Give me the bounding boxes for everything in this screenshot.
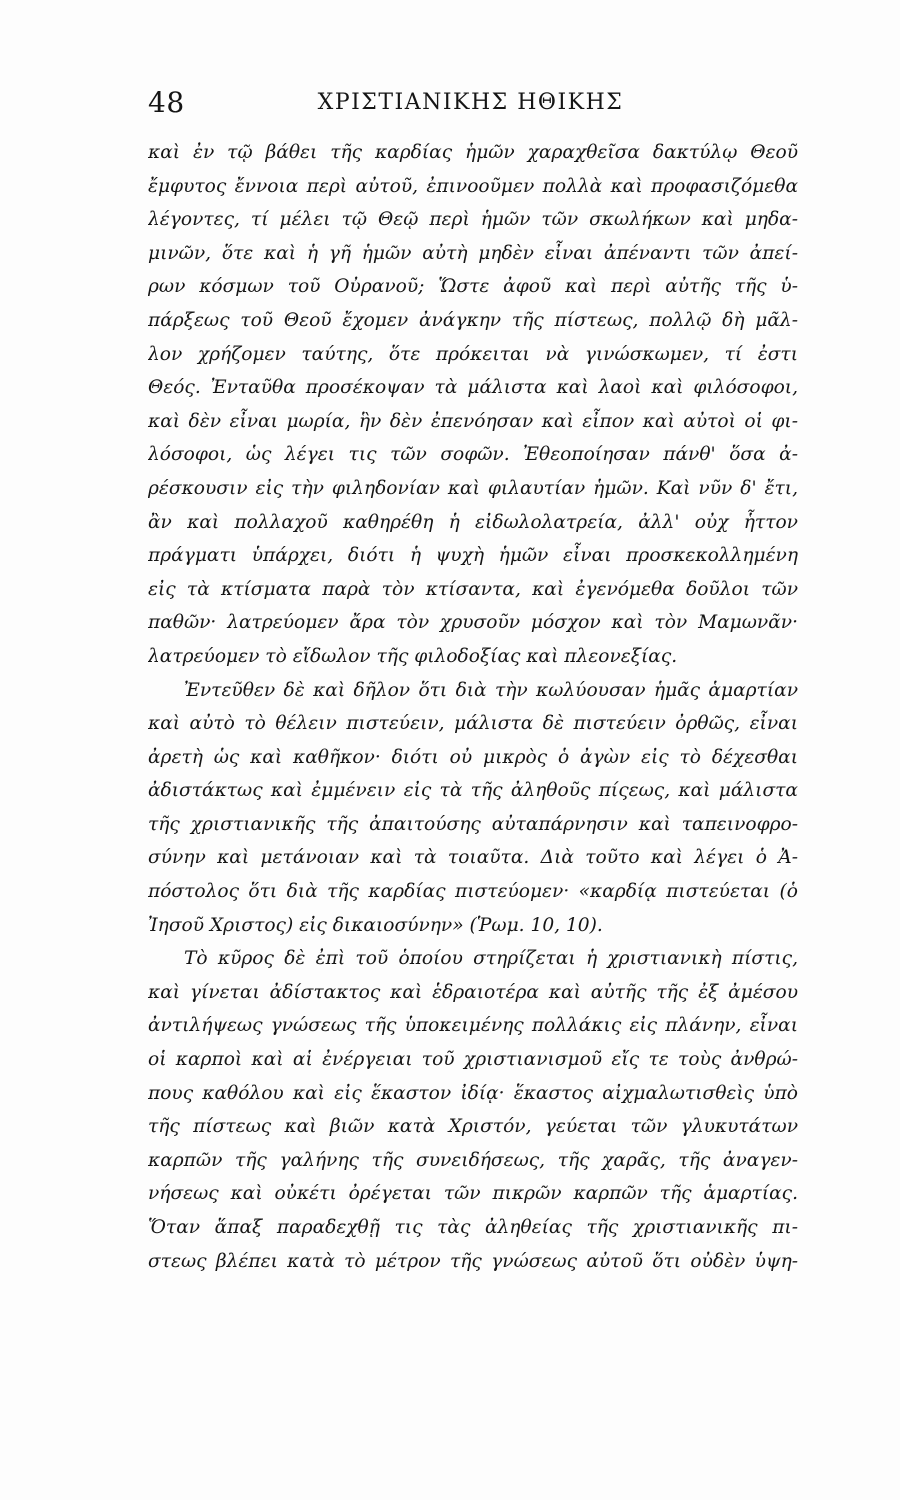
text-line: πάρξεως τοῦ Θεοῦ ἔχομεν ἀνάγκην τῆς πίστεως, πολλῷ δὴ μᾶλ- [148, 309, 798, 331]
text-line: καὶ ἐν τῷ βάθει τῆς καρδίας ἡμῶν χαραχθεῖσα δακτύλῳ Θεοῦ [148, 142, 798, 163]
text-line: λέγοντες, τί μέλει τῷ Θεῷ περὶ ἡμῶν τῶν σκωλήκων καὶ μηδα- [148, 209, 798, 231]
text-line: τῆς χριστιανικῆς τῆς ἀπαιτούσης αὐταπάρνησιν καὶ ταπεινοφρο- [148, 813, 798, 835]
text-line: ἀντιλήψεως γνώσεως τῆς ὑποκειμένης πολλάκις εἰς πλάνην, εἶναι [148, 1015, 798, 1037]
text-line: ἀδιστάκτως καὶ ἐμμένειν εἰς τὰ τῆς ἀληθοῦς πίςεως, καὶ μάλιστα [148, 780, 798, 802]
page-header [148, 86, 793, 126]
text-line: σύνην καὶ μετάνοιαν καὶ τὰ τοιαῦτα. Διὰ τοῦτο καὶ λέγει ὁ Ἀ- [148, 847, 798, 869]
text-line: ρων κόσμων τοῦ Οὐρανοῦ; Ὥστε ἀφοῦ καὶ περὶ αὐτῆς τῆς ὑ- [148, 276, 798, 298]
text-line: οἱ καρποὶ καὶ αἱ ἐνέργειαι τοῦ χριστιανισμοῦ εἴς τε τοὺς ἀνθρώ- [148, 1049, 798, 1071]
text-line: ρέσκουσιν εἰς τὴν φιληδονίαν καὶ φιλαυτίαν ἡμῶν. Καὶ νῦν δ' ἔτι, [148, 477, 798, 499]
text-line: ἂν καὶ πολλαχοῦ καθηρέθη ἡ εἰδωλολατρεία, ἀλλ' οὐχ ἧττον [148, 511, 798, 533]
text-line: πους καθόλου καὶ εἰς ἕκαστον ἰδίᾳ· ἕκαστος αἰχμαλωτισθεὶς ὑπὸ [148, 1082, 798, 1104]
text-line: παθῶν· λατρεύομεν ἄρα τὸν χρυσοῦν μόσχον καὶ τὸν Μαμωνᾶν· [148, 612, 798, 634]
text-line: λατρεύομεν τὸ εἴδωλον τῆς φιλοδοξίας καὶ πλεονεξίας. [148, 645, 678, 667]
text-line: ἀρετὴ ὡς καὶ καθῆκον· διότι οὐ μικρὸς ὁ ἀγὼν εἰς τὸ δέχεσθαι [148, 746, 798, 768]
paragraph-start-line: Τὸ κῦρος δὲ ἐπὶ τοῦ ὁποίου στηρίζεται ἡ χριστιανικὴ πίστις, [184, 948, 798, 970]
text-line: νήσεως καὶ οὐκέτι ὀρέγεται τῶν πικρῶν καρπῶν τῆς ἁμαρτίας. [148, 1183, 798, 1205]
text-line: λόσοφοι, ὡς λέγει τις τῶν σοφῶν. Ἐθεοποίησαν πάνθ' ὅσα ἀ- [148, 444, 798, 466]
text-line: στεως βλέπει κατὰ τὸ μέτρον τῆς γνώσεως αὐτοῦ ὅτι οὐδὲν ὑψη- [148, 1250, 798, 1272]
text-line: λον χρήζομεν ταύτης, ὅτε πρόκειται νὰ γινώσκωμεν, τί ἐστι [148, 343, 798, 365]
text-line: καὶ δὲν εἶναι μωρία, ἣν δὲν ἐπενόησαν καὶ εἶπον καὶ αὐτοὶ οἱ φι- [148, 410, 798, 432]
text-line: πράγματι ὑπάρχει, διότι ἡ ψυχὴ ἡμῶν εἶναι προσκεκολλημένη [148, 545, 798, 567]
text-line: εἰς τὰ κτίσματα παρὰ τὸν κτίσαντα, καὶ ἐγενόμεθα δοῦλοι τῶν [148, 578, 798, 600]
text-line: καρπῶν τῆς γαλήνης τῆς συνειδήσεως, τῆς χαρᾶς, τῆς ἀναγεν- [148, 1149, 798, 1171]
text-line: καὶ γίνεται ἀδίστακτος καὶ ἑδραιοτέρα καὶ αὐτῆς τῆς ἐξ ἀμέσου [148, 981, 798, 1003]
text-line: μινῶν, ὅτε καὶ ἡ γῆ ἡμῶν αὐτὴ μηδὲν εἶναι ἀπέναντι τῶν ἀπεί- [148, 242, 798, 264]
text-line: καὶ αὐτὸ τὸ θέλειν πιστεύειν, μάλιστα δὲ πιστεύειν ὀρθῶς, εἶναι [148, 713, 798, 735]
body-text [148, 136, 798, 1278]
text-line: τῆς πίστεως καὶ βιῶν κατὰ Χριστόν, γεύεται τῶν γλυκυτάτων [148, 1116, 798, 1138]
text-line: ἔμφυτος ἔννοια περὶ αὐτοῦ, ἐπινοοῦμεν πολλὰ καὶ προφασιζόμεθα [148, 175, 798, 197]
page-number: 48 [148, 86, 185, 119]
paragraph-start-line: Ἐντεῦθεν δὲ καὶ δῆλον ὅτι διὰ τὴν κωλύουσαν ἡμᾶς ἁμαρτίαν [184, 679, 798, 701]
text-line: Ἰησοῦ Χριστος) εἰς δικαιοσύνην» (Ῥωμ. 10, 10). [148, 914, 603, 936]
text-line: πόστολος ὅτι διὰ τῆς καρδίας πιστεύομεν· «καρδίᾳ πιστεύεται (ὁ [148, 881, 798, 903]
text-line: Θεός. Ἐνταῦθα προσέκοψαν τὰ μάλιστα καὶ λαοὶ καὶ φιλόσοφοι, [148, 377, 798, 399]
running-title: ΧΡΙΣΤΙΑΝΙΚΗΣ ΗΘΙΚΗΣ [317, 90, 624, 115]
text-line: Ὅταν ἅπαξ παραδεχθῇ τις τὰς ἀληθείας τῆς χριστιανικῆς πι- [148, 1217, 798, 1238]
